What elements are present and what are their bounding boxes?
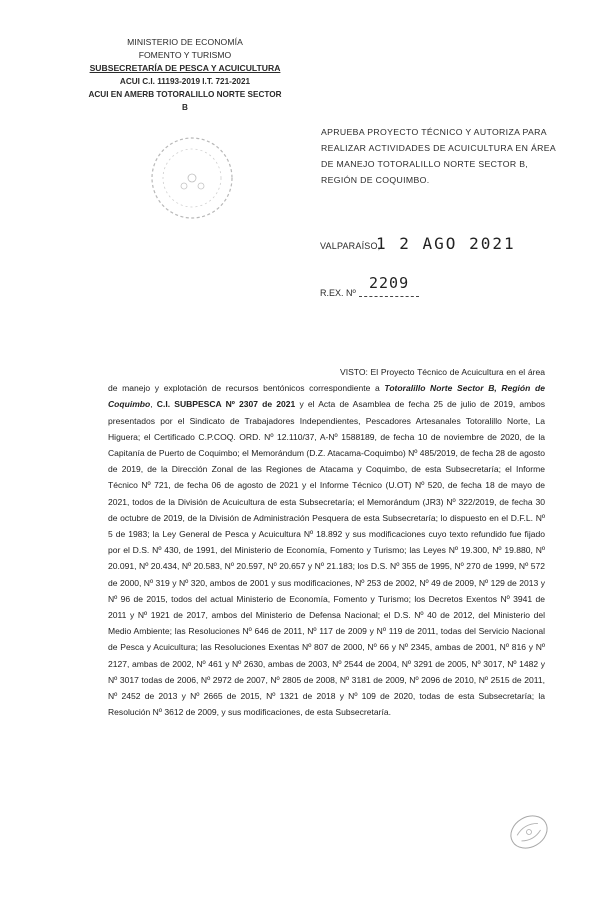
subsecretaria-name: SUBSECRETARÍA DE PESCA Y ACUICULTURA bbox=[89, 63, 281, 73]
ministry-name: MINISTERIO DE ECONOMÍA bbox=[127, 37, 243, 47]
page-stamp-icon bbox=[505, 808, 553, 856]
visto-text-2: , bbox=[150, 399, 157, 410]
visto-text-1: VISTO: El Proyecto Técnico de Acuicultura en el área de manejo y explotación de recursos bentónicos correspondiente a bbox=[108, 367, 545, 394]
case-reference: ACUI C.I. 11193-2019 I.T. 721-2021 bbox=[119, 77, 251, 86]
rex-underline bbox=[359, 296, 419, 297]
visto-area-name: Totoralillo Norte Sector B, Región de Coquimbo bbox=[108, 383, 545, 410]
place-and-date bbox=[320, 234, 570, 258]
document-header bbox=[85, 36, 285, 114]
rex-number: 2209 bbox=[369, 274, 410, 292]
resolution-title: APRUEBA PROYECTO TÉCNICO Y AUTORIZA PARA REALIZAR ACTIVIDADES DE ACUICULTURA EN ÁREA DE MANEJO TOTORALILLO NORTE SECTOR B, REGIÓN DE COQUIMBO. bbox=[321, 127, 556, 185]
case-subject: ACUI EN AMERB TOTORALILLO NORTE SECTOR B bbox=[88, 90, 282, 112]
resolution-number bbox=[320, 274, 500, 300]
place-label: VALPARAÍSO, bbox=[320, 241, 381, 251]
visto-paragraph bbox=[108, 364, 545, 720]
visto-case-number: C.I. SUBPESCA Nº 2307 de 2021 bbox=[156, 399, 296, 410]
date-stamp: 1 2 AGO 2021 bbox=[376, 234, 516, 253]
visto-text-3: y el Acta de Asamblea de fecha 25 de julio de 2019, ambos presentados por el Sindicato de Trabajadores Independientes, Pescadores Artesanales Totoralillo Norte, La Higuera; el Certificado C.P.COQ. ORD. Nº 12.110/37, A-Nº 1588189, de fecha 10 de noviembre de 2020, de la Capitanía de Puerto de Coquimbo; el Memorándum (D.Z. Atacama-Coquimbo) Nº 485/2019, de fecha 28 de agosto de 2019, de la Dirección Zonal de las Regiones de Atacama y Coquimbo, de esta Subsecretaría; el Informe Técnico Nº 721, de fecha 06 de agosto de 2021 y el Informe Técnico (U.OT) Nº 520, de fecha 18 de mayo de 2021, todos de la División de Acuicultura de esta Subsecretaría; el Memorándum (JR3) Nº 322/2019, de fecha 30 de octubre de 2019, de la División de Administración Pesquera de esta Subsecretaría; lo dispuesto en el D.F.L. Nº 5 de 1983; la Ley General de Pesca y Acuicultura Nº 18.892 y sus modificaciones cuyo texto refundido fue fijado por el D.S. Nº 430, de 1991, del Ministerio de Economía, Fomento y Turismo; las Leyes Nº 19.300, Nº 19.880, Nº 20.091, Nº 20.434, Nº 20.583, Nº 20.597, Nº 20.657 y Nº 21.183; los D.S. Nº 355 de 1995, Nº 270 de 1999, Nº 572 de 2000, Nº 319 y Nº 320, ambos de 2001 y sus modificaciones, Nº 253 de 2002, Nº 49 de 2009, Nº 129 de 2013 y Nº 96 de 2015, todos del actual Ministerio de Economía, Fomento y Turismo; los Decretos Exentos Nº 3941 de 2011 y Nº 1921 de 2017, ambos del Ministerio de Defensa Nacional; el D.S. Nº 40 de 2012, del Ministerio del Medio Ambiente; las Resoluciones Nº 646 de 2011, Nº 117 de 2009 y Nº 119 de 2011, todas del Servicio Nacional de Pesca y Acuicultura; las Resoluciones Exentas Nº 807 de 2000, Nº 66 y Nº 2345, ambas de 2001, Nº 816 y Nº 2127, ambas de 2002, Nº 461 y Nº 2630, ambas de 2003, Nº 2544 de 2004, Nº 3291 de 2005, Nº 3017, Nº 1482 y Nº 3017 todas de 2006, Nº 2972 de 2007, Nº 2805 de 2008, Nº 3181 de 2009, Nº 2096 de 2010, Nº 2515 de 2011, Nº 2452 de 2013 y Nº 2665 de 2015, Nº 1321 de 2018 y Nº 109 de 2020, todas de esta Subsecretaría; la Resolución Nº 3612 de 2009, y sus modificaciones, de esta Subsecretaría. bbox=[108, 399, 546, 718]
rex-label: R.EX. Nº bbox=[320, 288, 356, 298]
ministry-subtitle: FOMENTO Y TURISMO bbox=[138, 50, 232, 60]
official-seal-icon bbox=[144, 130, 240, 226]
